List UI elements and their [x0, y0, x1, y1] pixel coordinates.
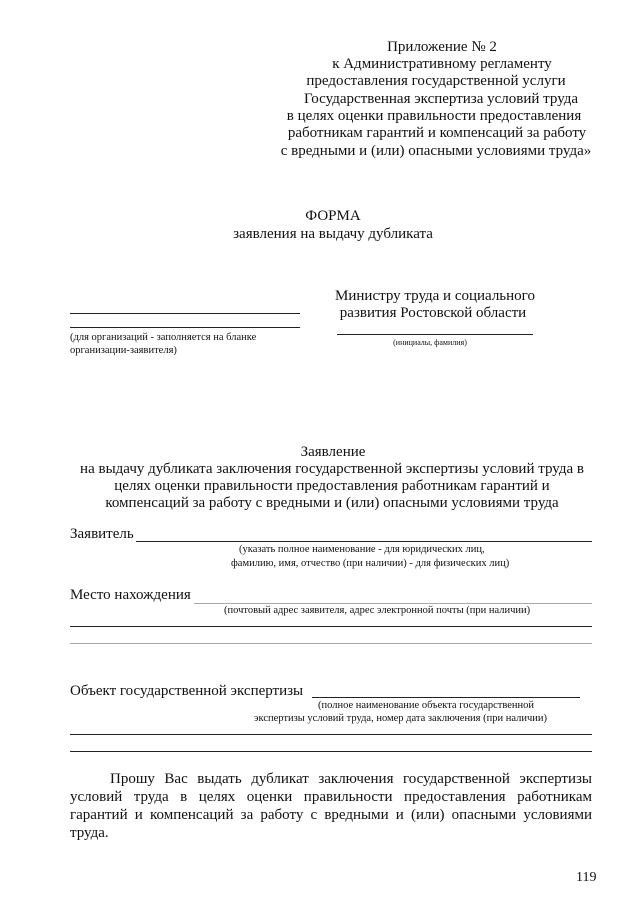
statement-title: Заявление	[300, 444, 366, 460]
request-line-3: гарантий и компенсаций за работу с вредными и (или) опасными условиями	[70, 807, 592, 823]
applicant-label: Заявитель	[70, 526, 134, 542]
appendix-line-2: к Административному регламенту	[332, 56, 552, 72]
sender-note-line-2: организации-заявителя)	[70, 345, 177, 356]
form-subtitle: заявления на выдачу дубликата	[233, 226, 433, 242]
applicant-hint-1: (указать полное наименование - для юридических лиц,	[239, 544, 485, 555]
location-label: Место нахождения	[70, 587, 191, 603]
location-extra-line-1[interactable]	[70, 626, 592, 627]
recipient-line-1: Министру труда и социального	[335, 288, 535, 304]
appendix-line-5: в целях оценки правильности предоставления	[286, 108, 582, 124]
statement-line-2: целях оценки правильности предоставления работникам гарантий и	[114, 478, 550, 494]
location-hint: (почтовый адрес заявителя, адрес электронной почты (при наличии)	[224, 605, 531, 616]
object-input-line[interactable]	[312, 697, 580, 698]
statement-line-3: компенсаций за работу с вредными и (или) опасными условиями труда	[105, 495, 559, 511]
request-line-1: Прошу Вас выдать дубликат заключения государственной экспертизы	[110, 771, 592, 787]
object-label: Объект государственной экспертизы	[70, 683, 304, 699]
statement-line-1: на выдачу дубликата заключения государственной экспертизы условий труда в	[80, 461, 584, 477]
sender-line-2	[70, 327, 300, 328]
applicant-hint-2: фамилию, имя, отчество (при наличии) - для физических лиц)	[231, 558, 510, 569]
request-line-4: труда.	[70, 825, 109, 841]
form-title: ФОРМА	[305, 208, 361, 224]
page-number: 119	[576, 870, 597, 885]
recipient-hint: (инициалы, фамилия)	[393, 338, 467, 347]
appendix-line-1: Приложение № 2	[387, 39, 497, 55]
appendix-line-6: работникам гарантий и компенсаций за работу	[287, 125, 587, 141]
appendix-line-7: с вредными и (или) опасными условиями труда»	[280, 143, 592, 159]
appendix-line-3: предоставления государственной услуги	[306, 73, 566, 89]
appendix-line-4: Государственная экспертиза условий труда	[303, 91, 579, 107]
location-extra-line-2[interactable]	[70, 643, 592, 644]
object-extra-line-1[interactable]	[70, 734, 592, 735]
object-extra-line-2[interactable]	[70, 751, 592, 752]
applicant-input-line[interactable]	[136, 541, 592, 542]
recipient-line-2: развития Ростовской области	[339, 305, 527, 321]
recipient-name-line	[337, 334, 533, 335]
request-line-2: условий труда в целях оценки правильности предоставления работникам	[70, 789, 592, 805]
location-input-line[interactable]	[194, 603, 592, 604]
sender-line-1	[70, 313, 300, 314]
object-hint-2: экспертизы условий труда, номер дата заключения (при наличии)	[254, 713, 547, 724]
sender-note-line-1: (для организаций - заполняется на бланке	[70, 332, 257, 343]
object-hint-1: (полное наименование объекта государственной	[318, 700, 535, 711]
